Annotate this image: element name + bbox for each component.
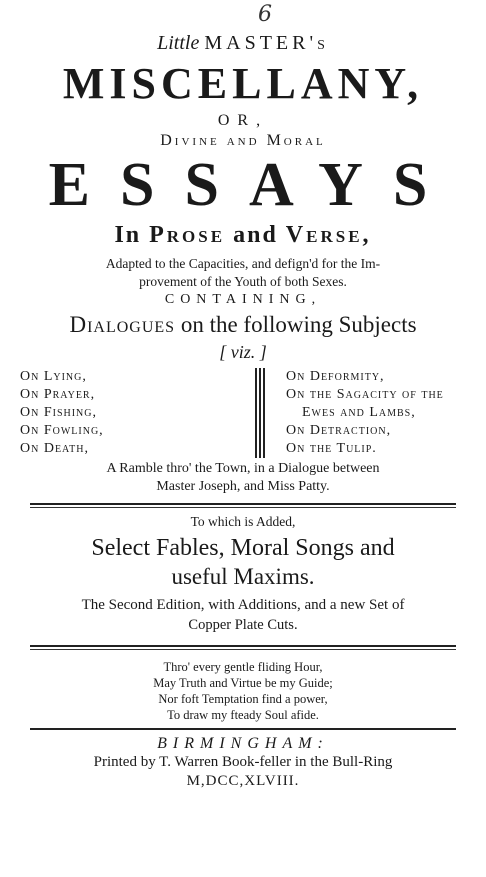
title-or: OR,	[217, 112, 269, 129]
rule-upper	[30, 503, 456, 505]
containing-heading: CONTAINING,	[164, 292, 322, 307]
verse-line: Thro' every gentle fliding Hour,	[163, 660, 323, 674]
edition-line-1: The Second Edition, with Additions, and a new Set of	[81, 597, 405, 613]
subject-item: On Fowling,	[20, 423, 104, 438]
adapted-line-2: provement of the Youth of both Sexes.	[139, 274, 347, 289]
title-masters: MASTER's	[204, 32, 329, 54]
subject-item: On Prayer,	[20, 387, 96, 402]
subjects-left-column	[20, 368, 104, 458]
column-divider	[255, 368, 265, 458]
title-divine-moral: Divine and Moral	[160, 132, 326, 149]
subject-item: On Lying,	[20, 369, 87, 384]
subject-item: On the Sagacity of the	[286, 387, 444, 402]
subject-item: On Death,	[20, 441, 89, 456]
subject-item: On Fishing,	[20, 405, 98, 420]
adapted-line-1: Adapted to the Capacities, and defign'd for the Im-	[105, 256, 381, 271]
title-little: Little	[157, 32, 200, 54]
subjects-right-column	[286, 368, 444, 458]
verse-line: May Truth and Virtue be my Guide;	[153, 676, 333, 690]
subject-item: On Deformity,	[286, 369, 385, 384]
title-prose: Prose	[149, 222, 226, 248]
ramble-line-1: A Ramble thro' the Town, in a Dialogue between	[106, 461, 380, 476]
select-fables-line: Select Fables, Moral Songs and	[91, 535, 395, 561]
verse-line: To draw my fteady Soul afide.	[167, 708, 319, 722]
added-line: To which is Added,	[190, 514, 296, 529]
title-prose-verse	[0, 222, 486, 249]
handwritten-mark: 6	[258, 2, 272, 27]
dialogues-word: Dialogues	[69, 312, 176, 337]
rule-upper-thin	[30, 507, 456, 508]
subject-item: On Detraction,	[286, 423, 392, 438]
title-and: and	[233, 222, 278, 248]
viz-marker: [ viz. ]	[219, 342, 267, 362]
subject-item: On the Tulip.	[286, 441, 377, 456]
dialogues-rest: on the following Subjects	[180, 312, 417, 337]
title-line-little-masters	[0, 32, 486, 55]
useful-maxims-line: useful Maxims.	[171, 564, 315, 589]
title-essays: ESSAYS	[48, 151, 458, 219]
rule-middle	[30, 645, 456, 647]
verse-line: Nor foft Temptation find a power,	[158, 692, 328, 706]
title-in: In	[114, 222, 142, 248]
dialogues-heading	[0, 312, 486, 338]
edition-line-2: Copper Plate Cuts.	[188, 617, 298, 633]
rule-lower	[30, 728, 456, 730]
imprint-city: BIRMINGHAM:	[157, 735, 329, 752]
title-verse: Verse,	[285, 222, 372, 248]
ramble-line-2: Master Joseph, and Miss Patty.	[156, 479, 330, 494]
title-miscellany: MISCELLANY,	[62, 59, 424, 108]
subject-item: Ewes and Lambs,	[302, 405, 416, 420]
imprint-printer: Printed by T. Warren Book-feller in the Bull-Ring	[93, 754, 393, 770]
imprint-date: M,DCC,XLVIII.	[186, 773, 300, 789]
rule-middle-thin	[30, 649, 456, 650]
